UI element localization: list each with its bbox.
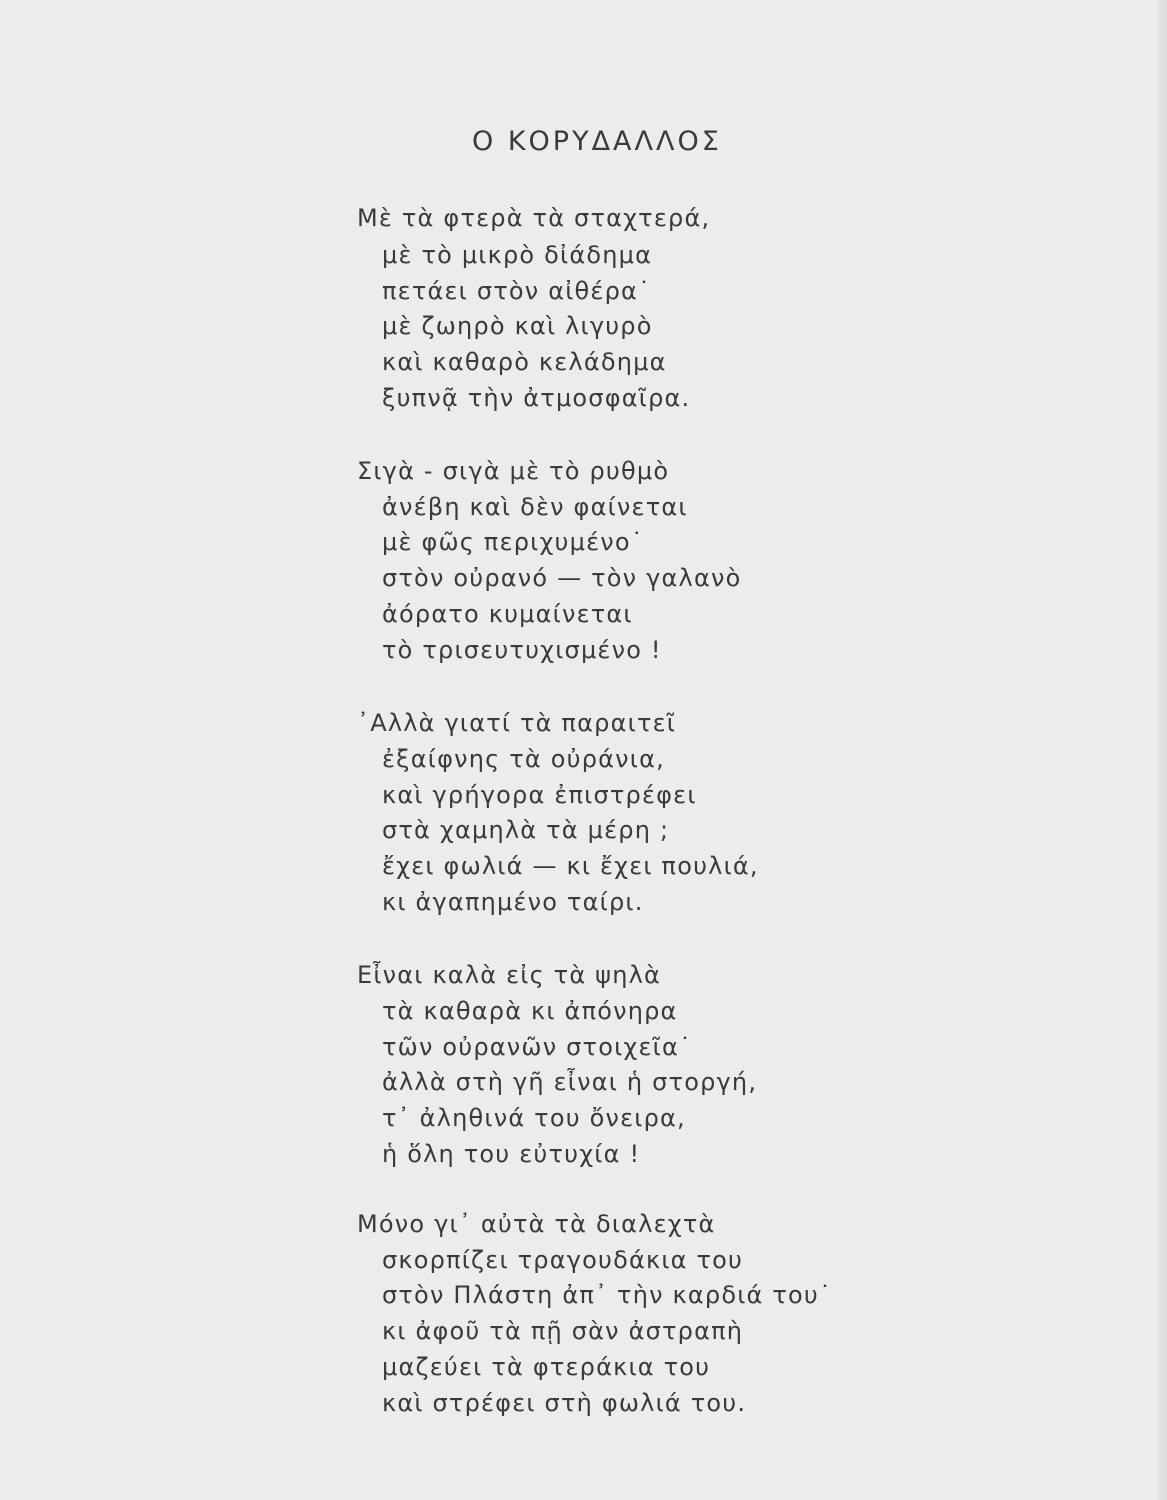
poem-line: κι ἀγαπημένο ταίρι. (382, 888, 644, 916)
poem-line: Μόνο γι᾿ αὐτὰ τὰ διαλεχτὰ (357, 1210, 716, 1238)
poem-line: Μὲ τὰ φτερὰ τὰ σταχτερά, (357, 204, 711, 232)
poem-line: στὰ χαμηλὰ τὰ μέρη ; (382, 816, 670, 844)
poem-line: Εἶναι καλὰ εἰς τὰ ψηλὰ (357, 961, 662, 989)
poem-line: καὶ καθαρὸ κελάδημα (382, 348, 667, 376)
poem-line: μὲ τὸ μικρὸ δἰάδημα (382, 241, 653, 269)
page-edge-shadow (1157, 0, 1167, 1500)
poem-line: στὸν οὐρανό — τὸν γαλανὸ (382, 564, 742, 592)
poem-line: μὲ ζωηρὸ καὶ λιγυρὸ (382, 312, 653, 340)
poem-line: τὰ καθαρὰ κι ἀπόνηρα (382, 997, 678, 1025)
poem-line: τὸ τρισευτυχισμένο ! (382, 636, 662, 664)
poem-line: ἔχει φωλιά — κι ἔχει πουλιά, (382, 852, 759, 880)
poem-line: ξυπνᾷ τὴν ἀτμοσφαῖρα. (382, 384, 691, 412)
poem-line: τ᾿ ἀληθινά του ὄνειρα, (382, 1104, 686, 1132)
poem-line: καὶ στρέφει στὴ φωλιά του. (382, 1389, 747, 1417)
poem-line: ᾿Αλλὰ γιατί τὰ παραιτεῖ (357, 709, 677, 737)
poem-line: σκορπίζει τραγουδάκια του (382, 1246, 744, 1274)
poem-line: ἡ ὅλη του εὐτυχία ! (382, 1140, 641, 1168)
poem-line: ἐξαίφνης τὰ οὐράνια, (382, 745, 665, 773)
poem-line: ἀνέβη καὶ δὲν φαίνεται (382, 493, 688, 521)
poem-line: μαζεύει τὰ φτεράκια του (382, 1353, 711, 1381)
poem-line: στὸν Πλάστη ἀπ᾿ τὴν καρδιά του˙ (382, 1281, 833, 1309)
poem-line: καὶ γρήγορα ἐπιστρέφει (382, 781, 697, 809)
poem-line: ἀόρατο κυμαίνεται (382, 600, 633, 628)
poem-title: Ο ΚΟΡΥΔΑΛΛΟΣ (472, 126, 722, 157)
poem-line: μὲ φῶς περιχυμένο˙ (382, 528, 644, 556)
poem-line: τῶν οὐρανῶν στοιχεῖα˙ (382, 1033, 693, 1061)
poem-line: κι ἀφοῦ τὰ πῇ σὰν ἀστραπὴ (382, 1317, 744, 1345)
poem-line: ἀλλὰ στὴ γῆ εἶναι ἡ στοργή, (382, 1068, 758, 1096)
poem-line: Σιγὰ - σιγὰ μὲ τὸ ρυθμὸ (357, 457, 670, 485)
poem-line: πετάει στὸν αἰθέρα˙ (382, 277, 652, 305)
